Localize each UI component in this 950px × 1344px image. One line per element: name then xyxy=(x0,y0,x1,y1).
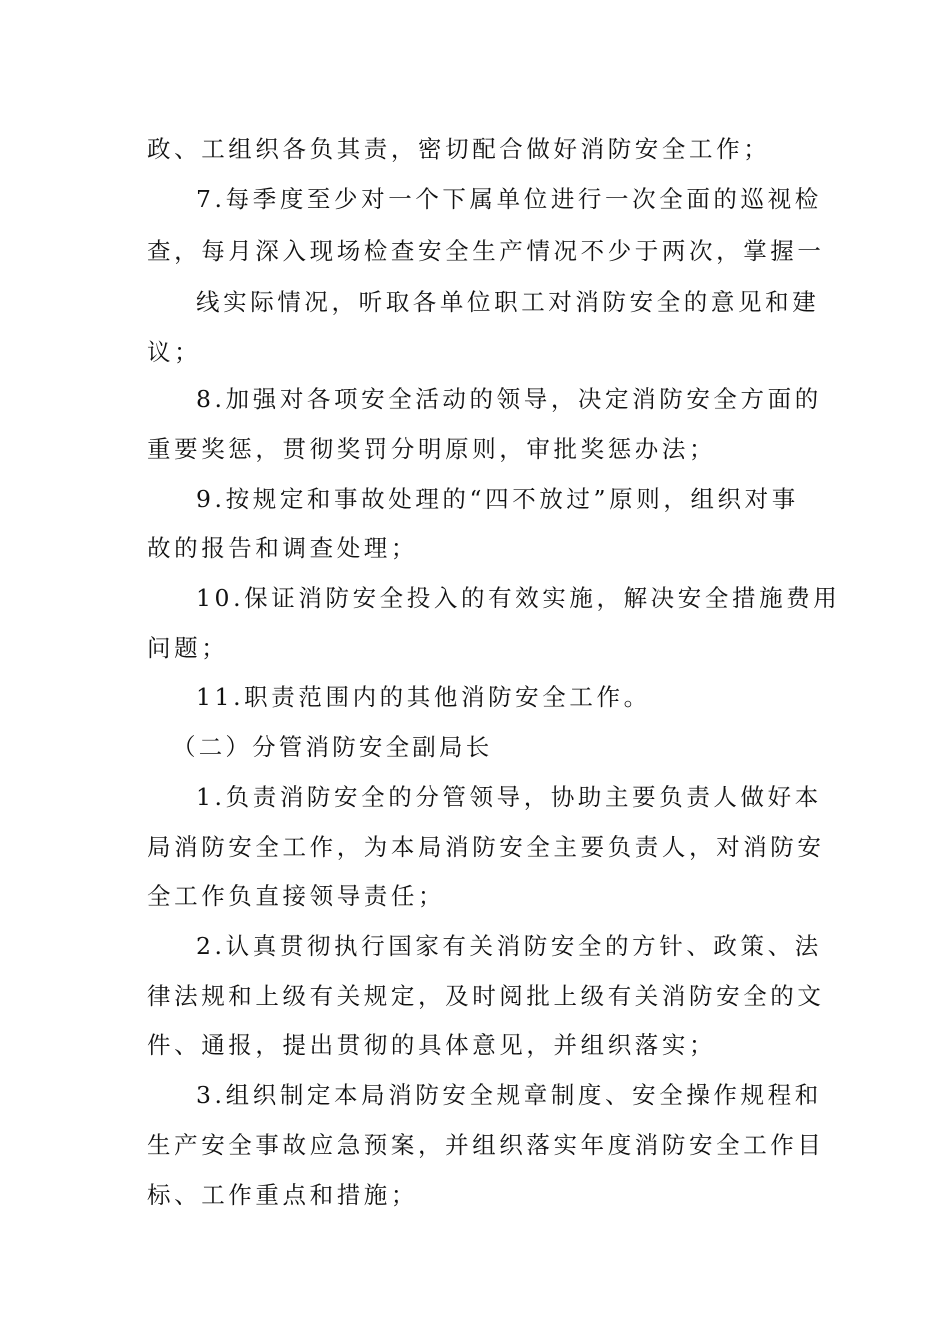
text-line: 件、通报，提出贯彻的具体意见，并组织落实； xyxy=(147,1031,717,1059)
section-heading: （二）分管消防安全副局长 xyxy=(172,733,493,761)
text-line: 查，每月深入现场检查安全生产情况不少于两次，掌握一 xyxy=(147,237,825,265)
text-line: 线实际情况，听取各单位职工对消防安全的意见和建 xyxy=(196,288,820,316)
text-line: 局消防安全工作，为本局消防安全主要负责人，对消防安 xyxy=(147,833,825,861)
text-line: 问题； xyxy=(147,634,229,662)
text-line: 生产安全事故应急预案，并组织落实年度消防安全工作目 xyxy=(147,1131,825,1159)
text-line: 律法规和上级有关规定，及时阅批上级有关消防安全的文 xyxy=(147,982,825,1010)
text-line: 2.认真贯彻执行国家有关消防安全的方针、政策、法 xyxy=(196,932,822,960)
text-line: 标、工作重点和措施； xyxy=(147,1181,418,1209)
text-line: 重要奖惩，贯彻奖罚分明原则，审批奖惩办法； xyxy=(147,435,717,463)
text-line: 9.按规定和事故处理的“四不放过”原则，组织对事 xyxy=(196,485,799,513)
text-line: 11.职责范围内的其他消防安全工作。 xyxy=(196,683,651,711)
text-line: 3.组织制定本局消防安全规章制度、安全操作规程和 xyxy=(196,1081,822,1109)
text-line: 故的报告和调查处理； xyxy=(147,534,418,562)
text-line: 8.加强对各项安全活动的领导，决定消防安全方面的 xyxy=(196,385,822,413)
text-line: 10.保证消防安全投入的有效实施，解决安全措施费用 xyxy=(196,584,841,612)
text-line: 1.负责消防安全的分管领导，协助主要负责人做好本 xyxy=(196,783,822,811)
text-line: 全工作负直接领导责任； xyxy=(147,882,446,910)
text-line: 7.每季度至少对一个下属单位进行一次全面的巡视检 xyxy=(196,185,822,213)
text-line: 议； xyxy=(147,338,202,366)
text-line: 政、工组织各负其责，密切配合做好消防安全工作； xyxy=(147,135,771,163)
